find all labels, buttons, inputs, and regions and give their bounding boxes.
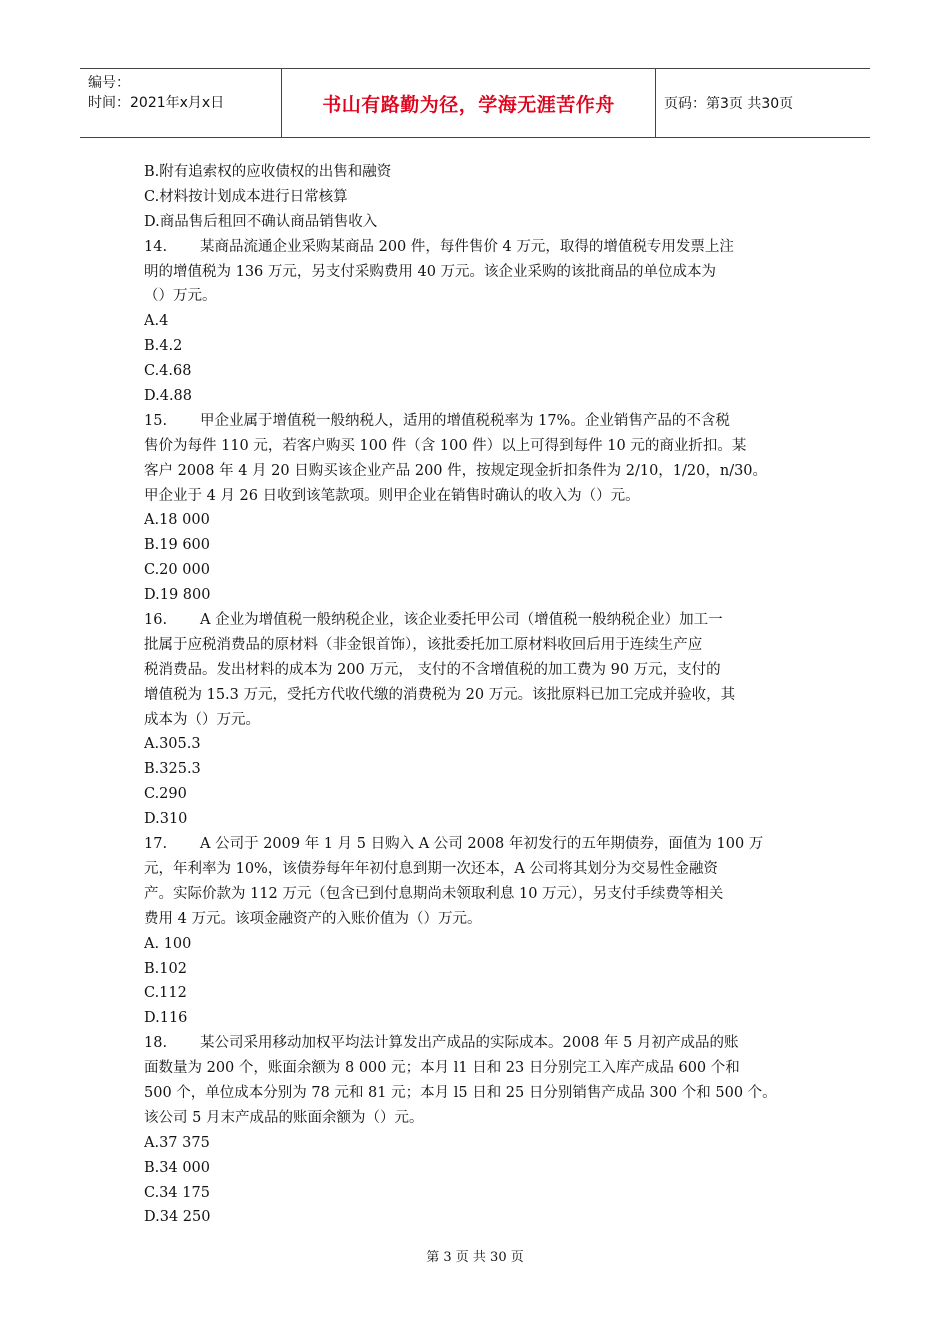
page-footer: [0, 1246, 950, 1265]
line-text: 元，年利率为 10%，该债券每年年初付息到期一次还本，A 公司将其划分为交易性金融资: [144, 860, 718, 877]
text-line: [144, 683, 820, 708]
question-line: [144, 409, 820, 434]
text-line: [144, 1006, 820, 1031]
text-line: [144, 359, 820, 384]
line-text: A. 100: [144, 935, 192, 952]
question-line: [144, 1031, 820, 1056]
text-line: [144, 857, 820, 882]
line-text: A.37 375: [144, 1134, 210, 1151]
text-line: [144, 782, 820, 807]
line-text: B.102: [144, 960, 187, 977]
text-line: [144, 210, 820, 235]
line-text: A 企业为增值税一般纳税企业，该企业委托甲公司（增值税一般纳税企业）加工一: [200, 612, 723, 629]
line-text: 批属于应税消费品的原材料（非金银首饰），该批委托加工原材料收回后用于连续生产应: [144, 636, 703, 653]
line-text: 某商品流通企业采购某商品 200 件，每件售价 4 万元，取得的增值税专用发票上注: [200, 238, 734, 255]
line-text: 税消费品。发出材料的成本为 200 万元， 支付的不含增值税的加工费为 90 万元，支付的: [144, 661, 721, 678]
question-number: 17.: [144, 836, 168, 853]
line-text: （）万元。: [144, 288, 217, 305]
text-line: [144, 1106, 820, 1131]
line-text: 500 个，单位成本分别为 78 元和 81 元；本月 l5 日和 25 日分别销售产成品 300 个和 500 个。: [144, 1084, 777, 1101]
text-line: [144, 508, 820, 533]
text-line: [144, 260, 820, 285]
line-text: B.325.3: [144, 761, 201, 778]
text-line: [144, 1056, 820, 1081]
line-text: 费用 4 万元。该项金融资产的入账价值为（）万元。: [144, 910, 482, 927]
text-line: [144, 459, 820, 484]
text-line: [144, 583, 820, 608]
text-line: [144, 384, 820, 409]
text-line: [144, 981, 820, 1006]
line-text: D.4.88: [144, 388, 193, 405]
text-line: [144, 533, 820, 558]
line-text: 成本为（）万元。: [144, 711, 260, 728]
line-text: 产。实际价款为 112 万元（包含已到付息期尚未领取利息 10 万元），另支付手续费等相关: [144, 885, 724, 902]
text-line: [144, 558, 820, 583]
line-text: A 公司于 2009 年 1 月 5 日购入 A 公司 2008 年初发行的五年期债券，面值为 100 万: [200, 836, 764, 853]
text-line: [144, 185, 820, 210]
text-line: [144, 1205, 820, 1230]
text-line: [144, 334, 820, 359]
text-line: [144, 932, 820, 957]
text-line: [144, 807, 820, 832]
line-text: B.19 600: [144, 537, 211, 554]
text-line: [144, 957, 820, 982]
question-number: 14.: [144, 238, 168, 255]
line-text: C.4.68: [144, 363, 192, 380]
line-text: D.商品售后租回不确认商品销售收入: [144, 213, 378, 230]
text-line: [144, 434, 820, 459]
code-label: 编号：: [88, 75, 130, 91]
line-text: 甲企业于 4 月 26 日收到该笔款项。则甲企业在销售时确认的收入为（）元。: [144, 487, 640, 504]
text-line: [144, 633, 820, 658]
header-left-cell: [80, 69, 282, 137]
question-line: [144, 608, 820, 633]
header-page-label: 页码：第3页 共30页: [664, 96, 794, 112]
line-text: C.290: [144, 786, 187, 803]
line-text: 售价为每件 110 元，若客户购买 100 件（含 100 件）以上可得到每件 10 元的商业折扣。某: [144, 437, 747, 454]
text-line: [144, 732, 820, 757]
line-text: 该公司 5 月末产成品的账面余额为（）元。: [144, 1109, 424, 1126]
line-text: C.112: [144, 985, 187, 1002]
text-line: [144, 907, 820, 932]
line-text: C.34 175: [144, 1184, 210, 1201]
line-text: 某公司采用移动加权平均法计算发出产成品的实际成本。2008 年 5 月初产成品的账: [200, 1035, 739, 1052]
question-number: 18.: [144, 1035, 168, 1052]
text-line: [144, 1131, 820, 1156]
document-body: [144, 160, 820, 1230]
header-right-cell: [656, 69, 870, 137]
text-line: [144, 882, 820, 907]
question-number: 16.: [144, 612, 168, 629]
line-text: A.4: [144, 313, 169, 330]
text-line: [144, 757, 820, 782]
line-text: 增值税为 15.3 万元，受托方代收代缴的消费税为 20 万元。该批原料已加工完成并验收，其: [144, 686, 736, 703]
text-line: [144, 708, 820, 733]
time-label: 时间：2021年x月x日: [88, 95, 225, 111]
line-text: C.材料按计划成本进行日常核算: [144, 188, 348, 205]
line-text: 客户 2008 年 4 月 20 日购买该企业产品 200 件，按规定现金折扣条件为 2/10，1/20，n/30。: [144, 462, 768, 479]
text-line: [144, 1156, 820, 1181]
text-line: [144, 309, 820, 334]
line-text: 明的增值税为 136 万元，另支付采购费用 40 万元。该企业采购的该批商品的单位成本为: [144, 263, 717, 280]
line-text: D.19 800: [144, 587, 211, 604]
footer-page-number: 第 3 页 共 30 页: [426, 1250, 524, 1265]
question-number: 15.: [144, 412, 168, 429]
question-line: [144, 832, 820, 857]
text-line: [144, 484, 820, 509]
header-motto: 书山有路勤为径，学海无涯苦作舟: [322, 93, 615, 116]
line-text: D.310: [144, 811, 188, 828]
line-text: A.305.3: [144, 736, 201, 753]
page-header: [80, 68, 870, 138]
text-line: [144, 1181, 820, 1206]
line-text: 甲企业属于增值税一般纳税人，适用的增值税税率为 17%。企业销售产品的不含税: [200, 412, 730, 429]
line-text: D.116: [144, 1010, 188, 1027]
text-line: [144, 658, 820, 683]
text-line: [144, 284, 820, 309]
line-text: A.18 000: [144, 512, 210, 529]
line-text: B.附有追索权的应收债权的出售和融资: [144, 164, 392, 180]
line-text: C.20 000: [144, 562, 210, 579]
text-line: [144, 160, 820, 185]
question-line: [144, 235, 820, 260]
line-text: B.34 000: [144, 1159, 211, 1176]
line-text: B.4.2: [144, 338, 183, 355]
line-text: 面数量为 200 个，账面余额为 8 000 元；本月 l1 日和 23 日分别完工入库产成品 600 个和: [144, 1060, 740, 1077]
line-text: D.34 250: [144, 1209, 211, 1226]
text-line: [144, 1081, 820, 1106]
header-middle-cell: [282, 69, 656, 137]
